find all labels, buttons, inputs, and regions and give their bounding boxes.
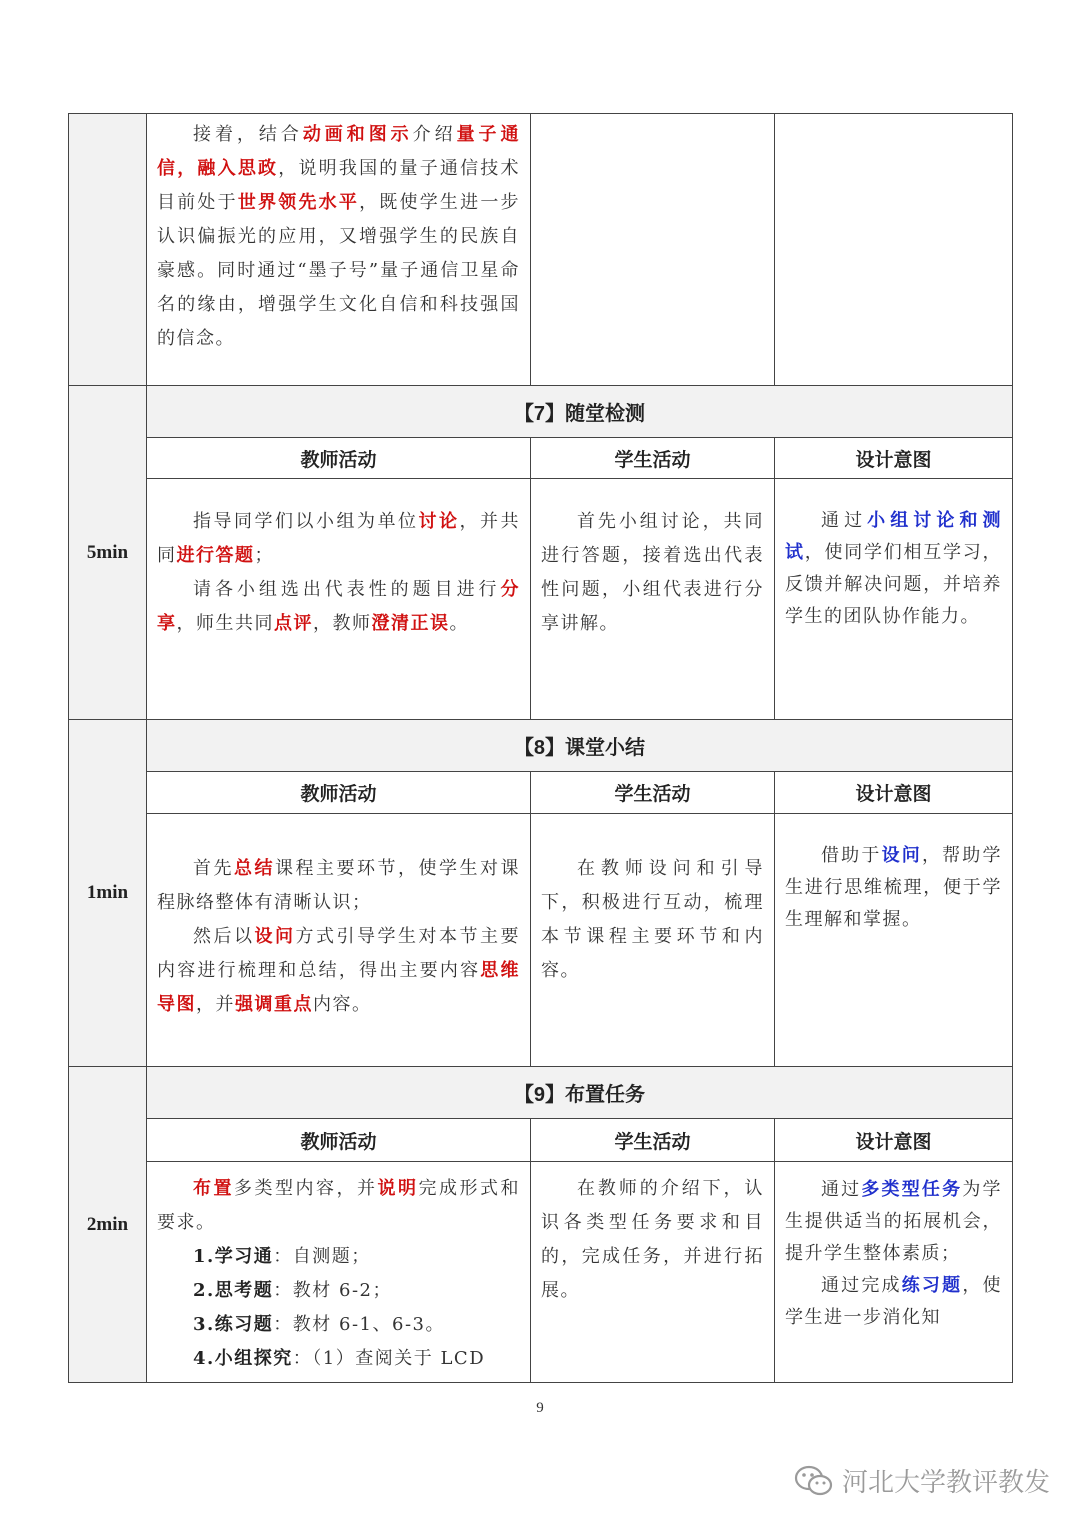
- text-run: ，并共同: [157, 511, 520, 566]
- rich-text: [147, 114, 530, 356]
- text-run: ；: [254, 545, 274, 566]
- rich-text: [531, 814, 774, 988]
- paragraph: [785, 840, 1002, 936]
- text-run: 介绍: [412, 124, 457, 145]
- time-cell: 2min: [69, 1067, 147, 1383]
- student-activity-header: 学生活动: [531, 772, 775, 814]
- rich-text: [147, 479, 530, 641]
- page-number: 9: [536, 1400, 544, 1416]
- paragraph: [157, 852, 520, 920]
- rich-text: [775, 1162, 1012, 1334]
- task-item: [157, 1240, 520, 1274]
- text-run: 首先小组讨论，共同进行答题，接着选出代表性问题，小组代表进行分享讲解。: [541, 511, 764, 634]
- section-title: 【8】课堂小结: [147, 720, 1013, 772]
- wechat-icon: [794, 1464, 834, 1498]
- task-item: [157, 1274, 520, 1308]
- highlight-text: 练习题: [901, 1275, 963, 1296]
- text-run: ，师生共同: [176, 613, 274, 634]
- highlight-text: 3.练习题: [193, 1314, 274, 1335]
- lesson-plan-table: [68, 113, 1013, 1383]
- task-list: [147, 1162, 530, 1376]
- text-run: 为学生提供适当的拓展机会，提升学生整体素质；: [785, 1179, 1002, 1264]
- watermark: [794, 1462, 1050, 1499]
- rich-text: [775, 814, 1012, 936]
- highlight-text: 多类型任务: [861, 1179, 963, 1200]
- text-run: 通过: [821, 510, 868, 531]
- student-activity-cell: [531, 114, 775, 386]
- text-run: ，使学生进一步消化知: [785, 1275, 1002, 1328]
- paragraph: [157, 505, 520, 573]
- text-run: ，使同学们相互学习，反馈并解决问题，并培养学生的团队协作能力。: [785, 542, 1002, 627]
- rich-text: [531, 479, 774, 641]
- section-title: 【7】随堂检测: [147, 386, 1013, 438]
- highlight-text: 世界领先水平: [237, 192, 360, 213]
- text-run: ，帮助学生进行思维梳理，便于学生理解和掌握。: [785, 845, 1002, 930]
- task-item: [157, 1308, 520, 1342]
- design-intent-header: 设计意图: [775, 1119, 1013, 1162]
- teacher-activity-header: 教师活动: [147, 1119, 531, 1162]
- student-activity-header: 学生活动: [531, 1119, 775, 1162]
- student-activity-header: 学生活动: [531, 438, 775, 479]
- highlight-text: 分享: [157, 579, 520, 634]
- highlight-text: 2.思考题: [193, 1280, 274, 1301]
- highlight-text: 总结: [234, 858, 275, 879]
- highlight-text: 思维导图: [157, 960, 521, 1015]
- text-run: 。: [449, 613, 469, 634]
- rich-text: [157, 1240, 520, 1376]
- rich-text: [157, 1172, 520, 1240]
- task-item: [157, 1342, 520, 1376]
- text-run: 通过: [821, 1179, 862, 1200]
- highlight-text: 小组讨论和测试: [785, 510, 1003, 563]
- rich-text: [531, 1162, 774, 1308]
- text-run: ，既使学生进一步认识偏振光的应用，又增强学生的民族自豪感。同时通过“墨子号”量子通信卫星命名的缘由，增强学生文化自信和科技强国的信念。: [157, 192, 521, 349]
- highlight-text: 说明: [377, 1178, 419, 1199]
- time-cell-continued: [69, 114, 147, 386]
- time-cell: 5min: [69, 386, 147, 720]
- highlight-text: 澄清正误: [371, 613, 450, 634]
- paragraph: [157, 118, 520, 356]
- teacher-activity-cell: [147, 114, 531, 386]
- text-run: ：教材 6-2；: [273, 1280, 393, 1301]
- highlight-text: 设问: [881, 845, 922, 866]
- text-run: 多类型内容，并: [234, 1178, 378, 1199]
- time-cell: 1min: [69, 720, 147, 1067]
- text-run: 在教师的介绍下，认识各类型任务要求和目的，完成任务，并进行拓展。: [541, 1178, 764, 1301]
- highlight-text: 强调重点: [235, 994, 313, 1015]
- text-run: 内容。: [313, 994, 372, 1015]
- teacher-activity-header: 教师活动: [147, 438, 531, 479]
- paragraph: [541, 505, 764, 641]
- rich-text: [775, 479, 1012, 633]
- text-run: 完成形式和要求。: [157, 1178, 520, 1233]
- design-intent-cell: [775, 114, 1013, 386]
- design-intent-header: 设计意图: [775, 438, 1013, 479]
- text-run: 然后以: [193, 926, 255, 947]
- highlight-text: 讨论: [418, 511, 460, 532]
- text-run: ，说明我国的量子通信技术目前处于: [157, 158, 521, 213]
- highlight-text: 量子通信，融入思政: [157, 124, 521, 179]
- text-run: 通过完成: [821, 1275, 902, 1296]
- highlight-text: 动画和图示: [302, 124, 413, 145]
- text-run: 接着，结合: [193, 124, 303, 145]
- text-run: ：（1）查阅关于 LCD: [292, 1348, 486, 1369]
- text-run: 课程主要环节，使学生对课程脉络整体有清晰认识；: [157, 858, 520, 913]
- text-run: ，教师: [313, 613, 372, 634]
- text-run: 方式引导学生对本节主要内容进行梳理和总结，得出主要内容: [157, 926, 520, 981]
- paragraph: [541, 1172, 764, 1308]
- paragraph: [541, 852, 764, 988]
- teacher-activity-header: 教师活动: [147, 772, 531, 814]
- text-run: 指导同学们以小组为单位: [193, 511, 419, 532]
- paragraph: [785, 1174, 1002, 1270]
- text-run: 借助于: [821, 845, 882, 866]
- highlight-text: 1.学习通: [193, 1246, 274, 1267]
- section-title: 【9】布置任务: [147, 1067, 1013, 1119]
- text-run: ，并: [196, 994, 235, 1015]
- text-run: 在教师设问和引导下，积极进行互动，梳理本节课程主要环节和内容。: [541, 858, 764, 981]
- text-run: ：自测题；: [273, 1246, 371, 1267]
- paragraph: [157, 920, 520, 1022]
- highlight-text: 进行答题: [176, 545, 255, 566]
- text-run: 请各小组选出代表性的题目进行: [193, 579, 501, 600]
- paragraph: [785, 505, 1002, 633]
- design-intent-header: 设计意图: [775, 772, 1013, 814]
- paragraph: [785, 1270, 1002, 1334]
- text-run: ：教材 6-1、6-3。: [273, 1314, 445, 1335]
- paragraph: [157, 1172, 520, 1240]
- highlight-text: 设问: [254, 926, 296, 947]
- rich-text: [147, 814, 530, 1022]
- watermark-text: 河北大学教评教发: [841, 1468, 1050, 1498]
- highlight-text: 点评: [274, 613, 313, 634]
- text-run: 首先: [193, 858, 234, 879]
- paragraph: [157, 573, 520, 641]
- highlight-text: 布置: [193, 1178, 234, 1199]
- highlight-text: 4.小组探究: [193, 1348, 293, 1369]
